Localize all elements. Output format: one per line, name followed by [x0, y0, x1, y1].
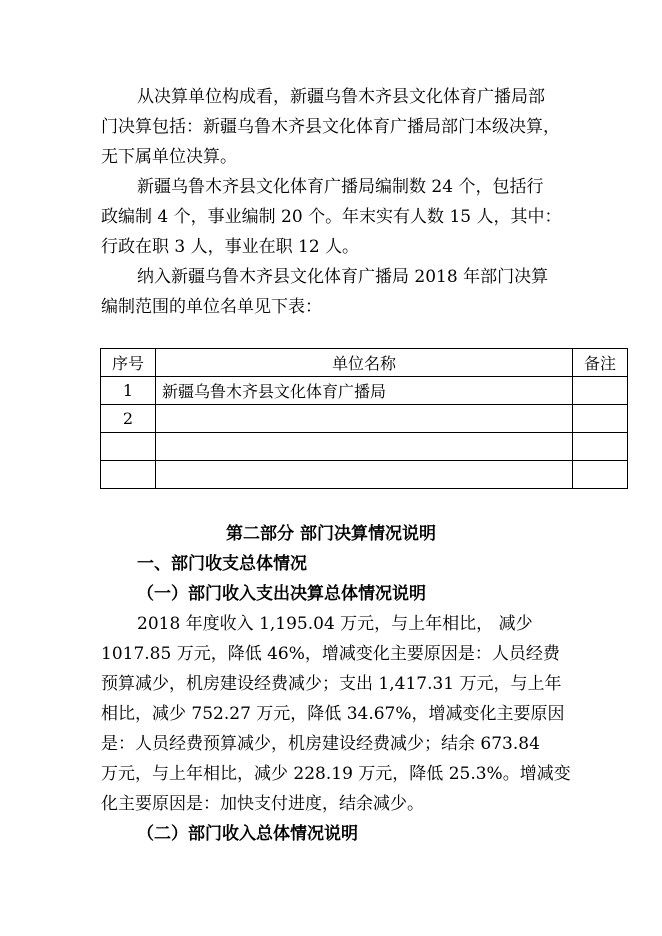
text-line: 万元，与上年相比，减少 228.19 万元，降低 25.3%。增减变	[101, 764, 571, 784]
table-row	[101, 461, 628, 489]
table-row	[101, 405, 628, 433]
text-line: 门决算包括：新疆乌鲁木齐县文化体育广播局部门本级决算，	[101, 117, 560, 137]
header-index: 序号	[101, 349, 156, 377]
cell-remarks	[573, 433, 628, 461]
text-line: 无下属单位决算。	[101, 147, 237, 167]
text-line: 预算减少，机房建设经费减少；支出 1,417.31 万元，与上年	[101, 674, 562, 694]
table-row	[101, 433, 628, 461]
cell-unit-name	[156, 405, 573, 433]
text-line: 新疆乌鲁木齐县文化体育广播局编制数 24 个，包括行	[137, 177, 544, 197]
cell-unit-name: 新疆乌鲁木齐县文化体育广播局	[156, 377, 573, 405]
part2-heading: 第二部分 部门决算情况说明	[226, 524, 436, 544]
text-line: 行政在职 3 人，事业在职 12 人。	[101, 237, 360, 257]
header-unit-name: 单位名称	[156, 349, 573, 377]
section1-heading: 一、部门收支总体情况	[137, 554, 307, 574]
cell-index: 2	[101, 405, 156, 433]
text-line: 编制范围的单位名单见下表：	[101, 297, 322, 317]
text-line: 化主要原因是：加快支付进度，结余减少。	[101, 794, 424, 814]
text-line: 相比，减少 752.27 万元，降低 34.67%，增减变化主要原因	[101, 704, 565, 724]
cell-index	[101, 461, 156, 489]
unit-list-table	[100, 348, 628, 489]
cell-unit-name	[156, 461, 573, 489]
cell-unit-name	[156, 433, 573, 461]
text-line: 纳入新疆乌鲁木齐县文化体育广播局 2018 年部门决算	[137, 267, 549, 287]
text-line: 是：人员经费预算减少，机房建设经费减少；结余 673.84	[101, 734, 540, 754]
text-line: 2018 年度收入 1,195.04 万元，与上年相比， 减少	[137, 614, 533, 634]
text-line: 1017.85 万元，降低 46%，增减变化主要原因是：人员经费	[101, 644, 560, 664]
cell-index	[101, 433, 156, 461]
text-line: 政编制 4 个，事业编制 20 个。年末实有人数 15 人，其中：	[101, 207, 562, 227]
cell-index: 1	[101, 377, 156, 405]
text-line: 从决算单位构成看，新疆乌鲁木齐县文化体育广播局部	[137, 87, 545, 107]
cell-remarks	[573, 377, 628, 405]
subsection1-heading: （一）部门收入支出决算总体情况说明	[137, 584, 426, 604]
table-header-row	[101, 349, 628, 377]
cell-remarks	[573, 461, 628, 489]
subsection2-heading: （二）部门收入总体情况说明	[137, 824, 358, 844]
table-row	[101, 377, 628, 405]
header-remarks: 备注	[573, 349, 628, 377]
cell-remarks	[573, 405, 628, 433]
